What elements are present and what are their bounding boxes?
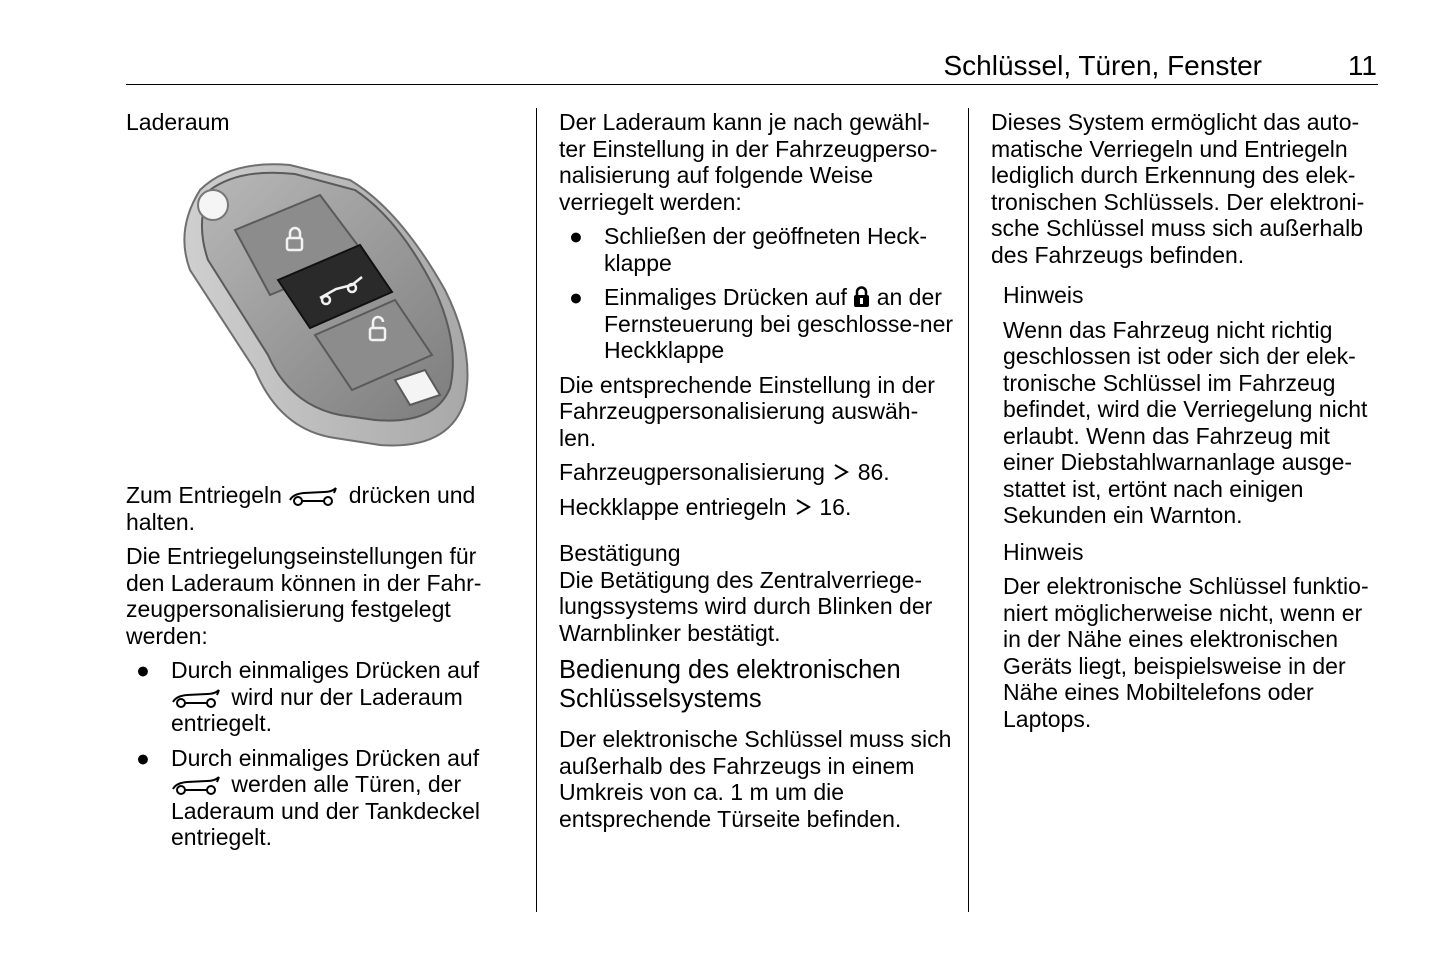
cross-reference-tailgate[interactable]: Heckklappe entriegeln 16. [559, 493, 852, 520]
paragraph-unlock-settings: Die Entriegelungseinstellungen für den Laderaum können in der Fahr-zeugpersonalisierung festgelegt werden: [126, 543, 482, 649]
page-reference-arrow-icon [795, 498, 811, 516]
paragraph-select-setting: Die entsprechende Einstellung in der Fahrzeugpersonalisierung auswäh-len. [559, 371, 935, 451]
page-reference-arrow-icon [833, 463, 849, 481]
column-2 [559, 109, 954, 840]
note-block [991, 539, 1383, 733]
unlock-options-list [126, 657, 518, 851]
list-item: ● Durch einmaliges Drücken auf werden alle Türen, der Laderaum und der Tankdeckel entriegelt. [136, 744, 481, 850]
note-heading: Hinweis [1003, 282, 1084, 308]
tailgate-icon [171, 775, 225, 795]
paragraph-lock-intro: Der Laderaum kann je nach gewähl-ter Einstellung in der Fahrzeugperso-nalisierung auf folgende Weise verriegelt werden: [559, 109, 938, 215]
column-divider-1 [536, 108, 537, 912]
column-3 [991, 109, 1383, 742]
paragraph-electronic-key-range: Der elektronische Schlüssel muss sich außerhalb des Fahrzeugs in einem Umkreis von ca. 1 m um die entsprechende Türseite befinden. [559, 726, 952, 832]
running-header-title: Schlüssel, Türen, Fenster [943, 50, 1262, 81]
key-fob-illustration [160, 150, 500, 460]
tailgate-icon [171, 688, 225, 708]
note-text: Der elektronische Schlüssel funktio-niert möglicherweise nicht, wenn er in der Nähe eines elektronischen Geräts liegt, beispielsweise in der Nähe eines Mobiltelefons oder Laptops. [1003, 573, 1369, 732]
tailgate-icon [288, 486, 342, 506]
section-heading-laderaum: Laderaum [126, 109, 230, 135]
page-number: 11 [1347, 50, 1377, 81]
note-heading: Hinweis [1003, 538, 1084, 565]
list-item: ● Durch einmaliges Drücken auf wird nur der Laderaum entriegelt. [136, 657, 480, 736]
note-text: Wenn das Fahrzeug nicht richtig geschlossen ist oder sich der elek-tronische Schlüssel im Fahrzeug befindet, wird die Verriegelung nicht erlaubt. Wenn das Fahrzeug mit einer Diebstahlwarnanlage ausge-stattet ist, ertönt nach einigen Sekunden ein Warnton. [1003, 316, 1368, 528]
note-block [991, 282, 1383, 529]
lock-icon [853, 286, 870, 308]
paragraph-unlock-hint: Zum Entriegeln drücken und halten. [126, 482, 476, 535]
column-1-body [126, 482, 518, 859]
list-item: ● Einmaliges Drücken auf an der Fernsteuerung bei geschlosse-ner Heckklappe [569, 284, 954, 363]
column-divider-2 [968, 108, 969, 912]
list-item: ● Schließen der geöffneten Heck-klappe [569, 223, 928, 276]
column-1 [126, 109, 518, 136]
cross-reference-personalisation[interactable]: Fahrzeugpersonalisierung 86. [559, 459, 890, 485]
subheading-confirmation: Bestätigung [559, 540, 681, 566]
paragraph-system-description: Dieses System ermöglicht das auto-matische Verriegeln und Entriegeln lediglich durch Erkennung des elek-tronischen Schlüssels. Der elektroni-sche Schlüssel muss sich außerhalb des Fahrzeugs befinden. [991, 109, 1365, 268]
lock-options-list [559, 223, 954, 364]
section-heading-electronic-key: Bedienung des elektronischen Schlüsselsystems [559, 656, 901, 713]
paragraph-confirmation: Die Betätigung des Zentralverriege-lungssystems wird durch Blinken der Warnblinker bestätigt. [559, 566, 933, 646]
header-rule [126, 84, 1378, 85]
